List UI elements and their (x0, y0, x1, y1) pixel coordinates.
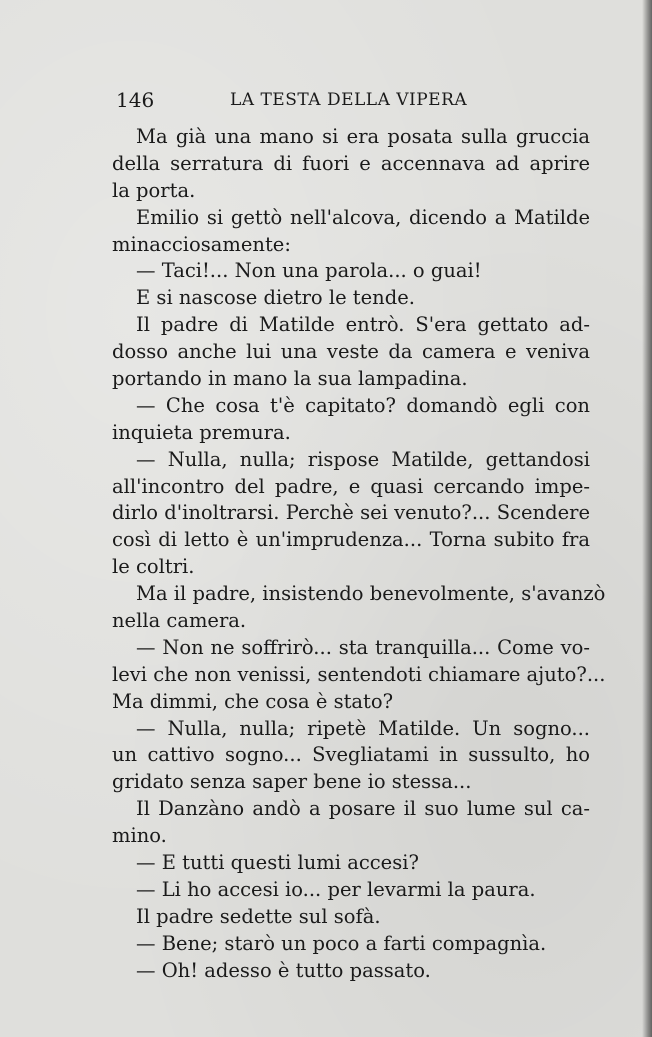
text-line: — Nulla, nulla; ripetè Matilde. Un sogno... (136, 716, 590, 740)
text-line: Il padre di Matilde entrò. S'era gettato ad- (136, 313, 590, 337)
running-title: LA TESTA DELLA VIPERA (230, 90, 468, 110)
page-header (116, 88, 586, 116)
text-line: nella camera. (112, 609, 247, 633)
text-line: la porta. (112, 178, 196, 202)
text-line: le coltri. (112, 555, 195, 579)
text-line: E si nascose dietro le tende. (136, 286, 415, 310)
text-line: dosso anche lui una veste da camera e veniva (112, 340, 590, 364)
text-line: — Taci!... Non una parola... o guai! (136, 259, 482, 283)
page-edge-shadow (642, 0, 652, 1037)
text-line: — E tutti questi lumi accesi? (136, 851, 419, 875)
text-line: — Nulla, nulla; rispose Matilde, gettandosi (136, 447, 590, 471)
text-line: così di letto è un'imprudenza... Torna subito fra (112, 528, 590, 552)
text-line: inquieta premura. (112, 420, 291, 444)
text-line: dirlo d'inoltrarsi. Perchè sei venuto?... Scendere (112, 501, 590, 525)
text-line: Ma dimmi, che cosa è stato? (112, 689, 394, 713)
text-line: portando in mano la sua lampadina. (112, 367, 468, 391)
text-line: — Bene; starò un poco a farti compagnìa. (136, 931, 547, 955)
text-line: — Oh! adesso è tutto passato. (136, 958, 431, 982)
text-line: mino. (112, 824, 167, 848)
text-line: Emilio si gettò nell'alcova, dicendo a Matilde (136, 205, 590, 229)
text-line: all'incontro del padre, e quasi cercando impe- (112, 474, 590, 498)
text-line: Il padre sedette sul sofà. (136, 904, 381, 928)
text-line: — Che cosa t'è capitato? domandò egli con (136, 393, 590, 417)
text-line: un cattivo sogno... Svegliatami in sussulto, ho (112, 743, 590, 767)
text-line: della serratura di fuori e accennava ad aprire (112, 151, 590, 175)
text-line: — Non ne soffrirò... sta tranquilla... Come vo- (136, 635, 590, 659)
text-line: minacciosamente: (112, 232, 291, 256)
text-line: levi che non venissi, sentendoti chiamare ajuto?... (112, 662, 606, 686)
text-line: Il Danzàno andò a posare il suo lume sul ca- (136, 797, 590, 821)
text-line: — Li ho accesi io... per levarmi la paura. (136, 877, 536, 901)
page-number: 146 (116, 88, 155, 112)
text-line: Ma il padre, insistendo benevolmente, s'avanzò (136, 582, 606, 606)
text-line: Ma già una mano si era posata sulla gruccia (136, 125, 590, 148)
text-line: gridato senza saper bene io stessa... (112, 770, 472, 794)
body-text (112, 124, 606, 985)
